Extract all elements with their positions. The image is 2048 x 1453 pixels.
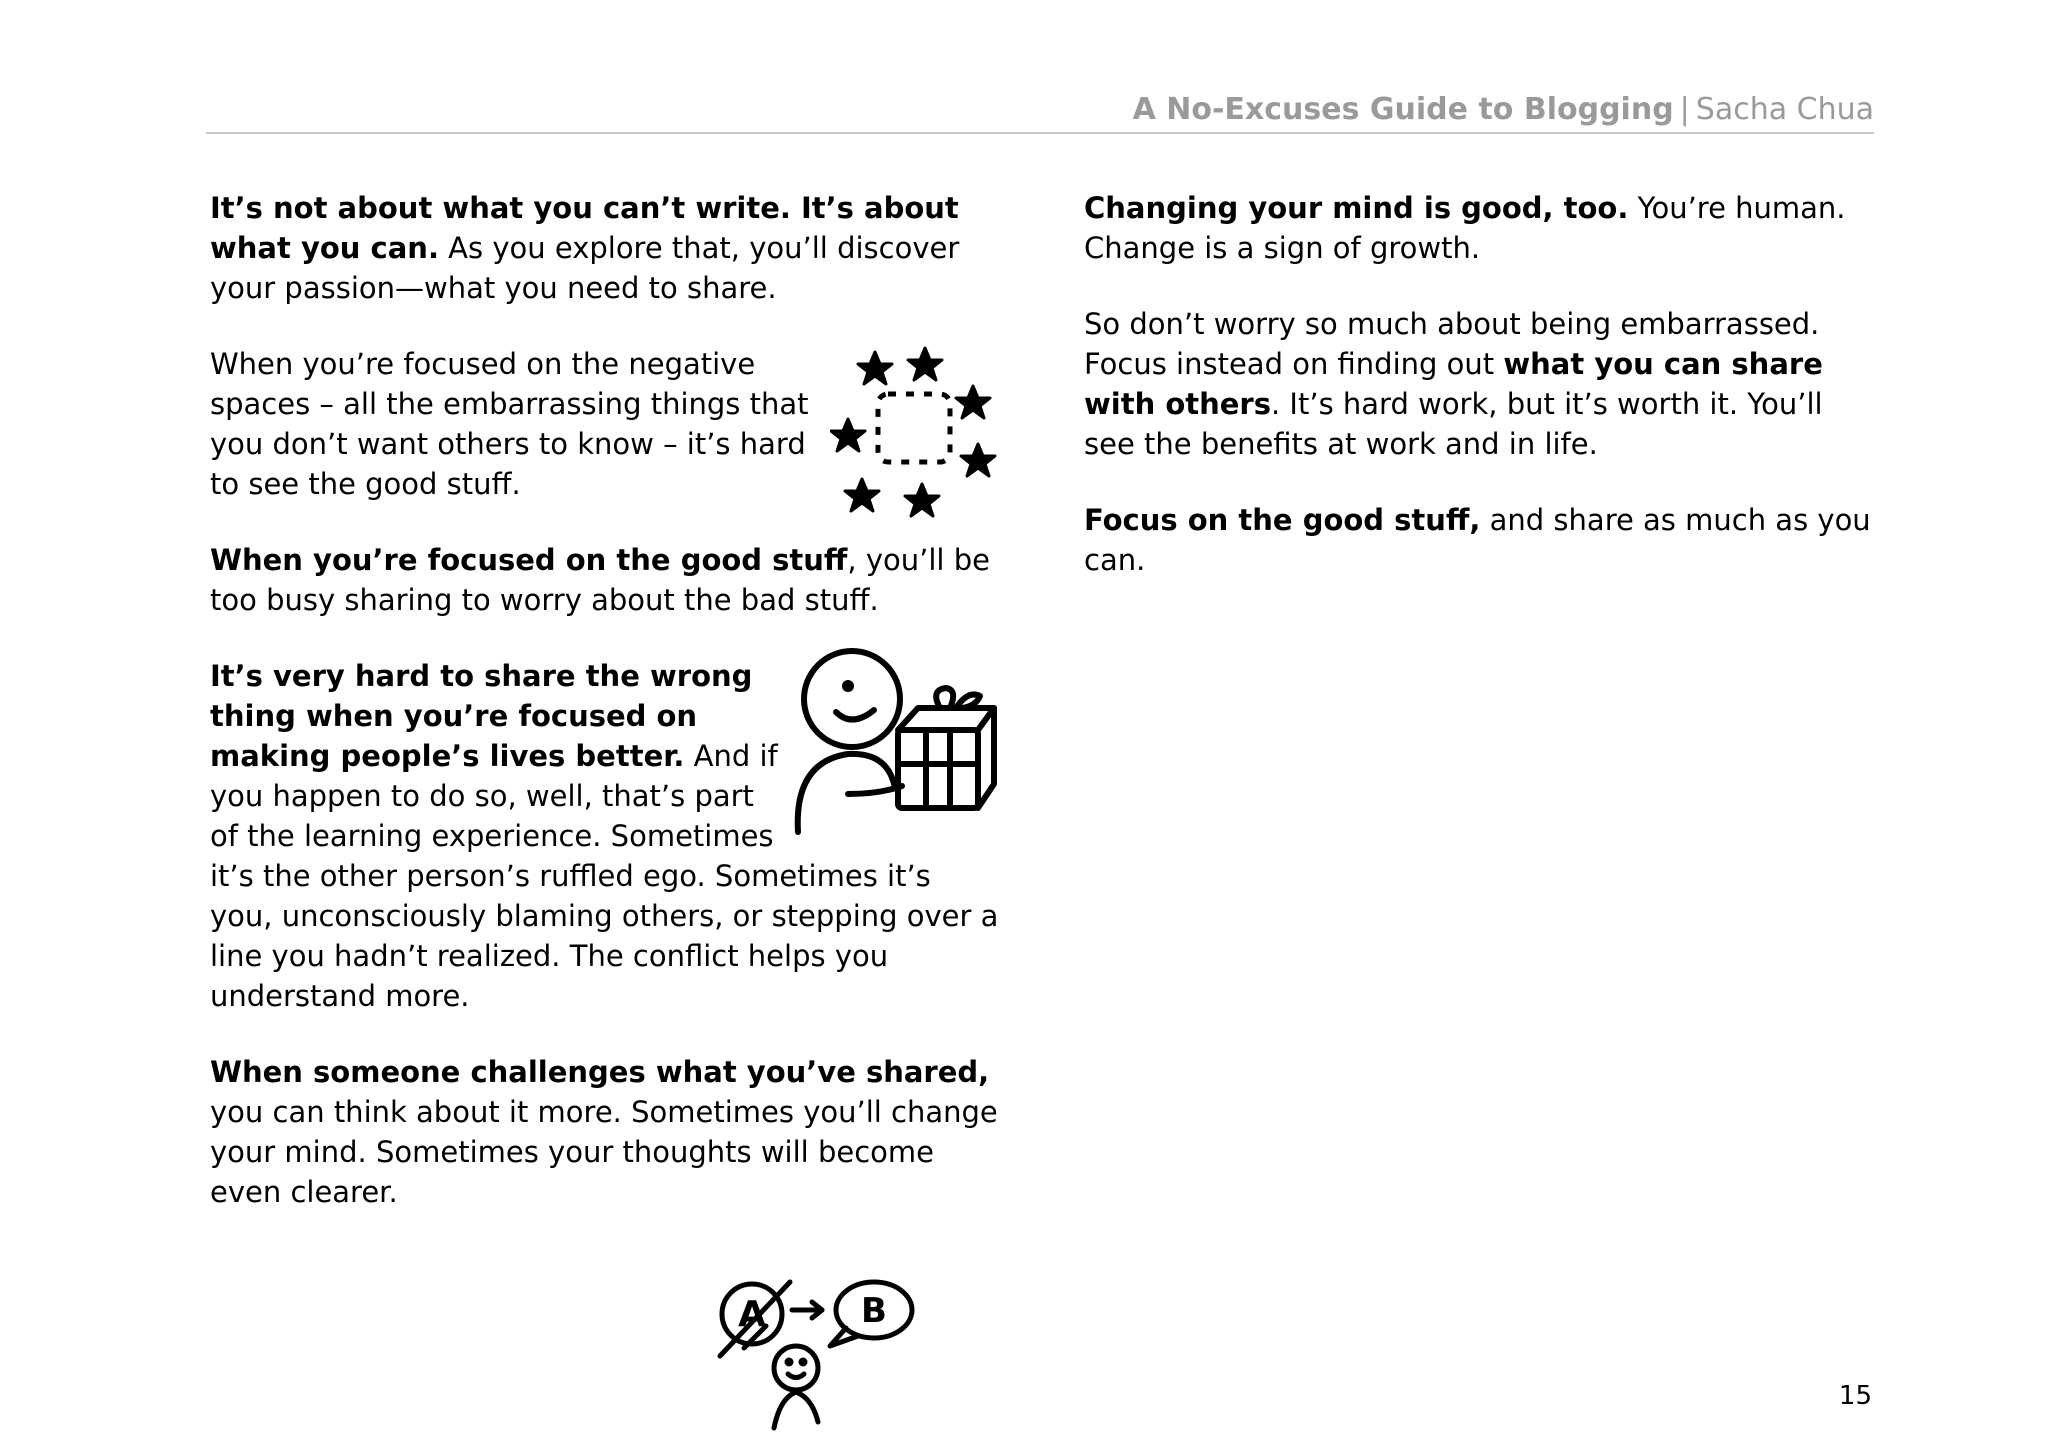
paragraph-text: So don’t worry so much about being embarrassed. Focus instead on finding out: [1084, 307, 1820, 381]
page-number: 15: [1838, 1381, 1872, 1411]
paragraph: [210, 188, 1000, 308]
paragraph-text: , you’ll be too busy sharing to worry about the bad stuff.: [210, 543, 990, 617]
paragraph: [1084, 500, 1874, 580]
bold-lead: It’s very hard to share the wrong thing when you’re focused on making people’s lives better.: [210, 659, 753, 773]
header-separator: |: [1679, 92, 1690, 127]
paragraph: [210, 1052, 1000, 1212]
bold-lead: When you’re focused on the good stuff: [210, 543, 848, 577]
paragraph-text: As you explore that, you’ll discover your passion—what you need to share.: [210, 231, 960, 305]
running-header: [206, 88, 1874, 132]
author-name: Sacha Chua: [1695, 92, 1874, 127]
paragraph-text: . It’s hard work, but it’s worth it. You’ll see the benefits at work and in life.: [1084, 387, 1823, 461]
book-title: A No-Excuses Guide to Blogging: [1132, 92, 1674, 127]
paragraph: [1084, 304, 1874, 464]
paragraph-text: You’re human. Change is a sign of growth.: [1084, 191, 1846, 265]
bold-phrase: what you can share with others: [1084, 347, 1823, 421]
paragraph: [210, 540, 1000, 620]
header-rule: [206, 132, 1874, 134]
bold-lead: Changing your mind is good, too.: [1084, 191, 1629, 225]
right-column: [1084, 188, 1874, 616]
change-mind-icon: [710, 1276, 920, 1436]
bold-lead: It’s not about what you can’t write. It’s about what you can.: [210, 191, 959, 265]
paragraph-text: And if you happen to do so, well, that’s part of the learning experience. Sometimes it’s the other person’s ruffled ego. Sometimes it’s you, unconsciously blaming others, or stepping over a line you hadn’t realized. The conflict helps you understand more.: [210, 739, 999, 1013]
label-a: A: [738, 1294, 766, 1335]
bold-lead: Focus on the good stuff,: [1084, 503, 1481, 537]
paragraph-text: you can think about it more. Sometimes you’ll change your mind. Sometimes your thoughts will become even clearer.: [210, 1095, 998, 1209]
paragraph: [1084, 188, 1874, 268]
paragraph-text: When you’re focused on the negative spaces – all the embarrassing things that you don’t want others to know – it’s hard to see the good stuff.: [210, 347, 809, 501]
person-with-gift-icon: [790, 644, 1000, 844]
label-b: B: [861, 1291, 887, 1331]
paragraph: [210, 344, 1000, 504]
paragraph-text: and share as much as you can.: [1084, 503, 1871, 577]
left-column: [210, 188, 1000, 1446]
stars-sketch-icon: [830, 334, 1000, 524]
bold-lead: When someone challenges what you’ve shared,: [210, 1055, 990, 1089]
paragraph: [210, 656, 1000, 1016]
